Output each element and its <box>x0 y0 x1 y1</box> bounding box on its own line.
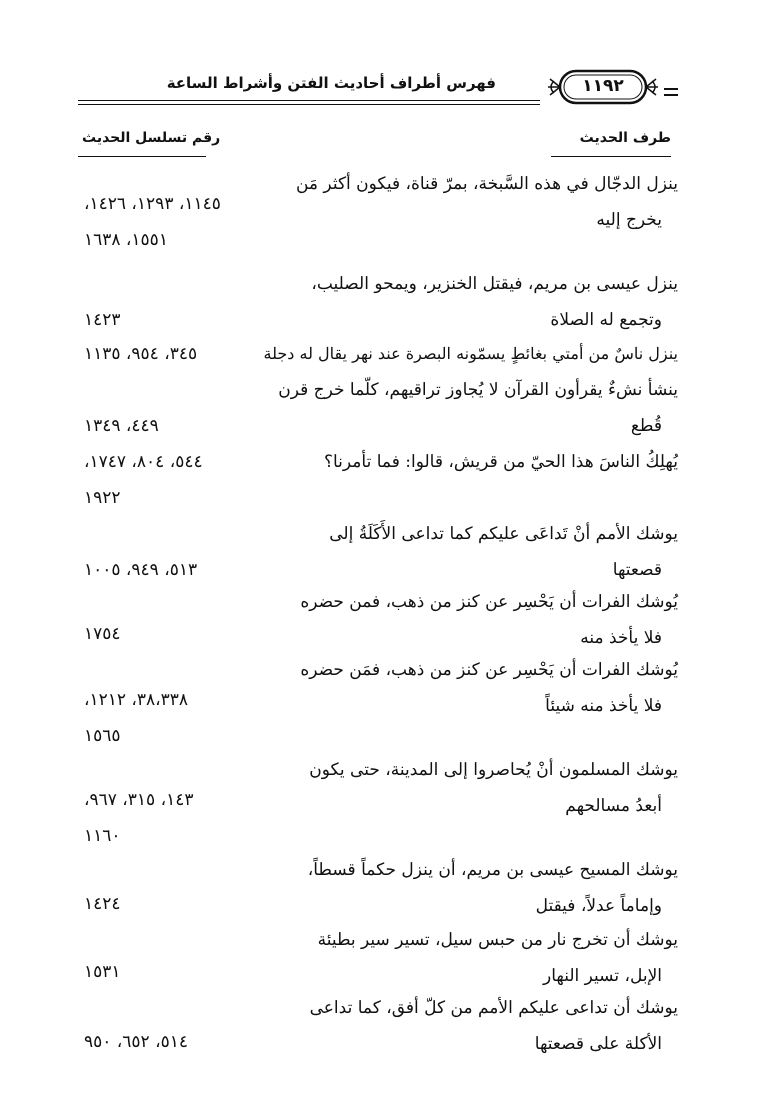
hadith-phrase: يوشك أن تخرج نار من حبس سيل، تسير سير بطيئة الإبل، تسير النهار <box>317 930 678 986</box>
hadith-numbers: ٥١٣، ٩٤٩، ١٠٠٥ <box>84 560 198 580</box>
hadith-numbers: ٣٤٥، ٩٥٤، ١١٣٥ <box>84 344 198 364</box>
hadith-phrase: يوشك أن تداعى عليكم الأمم من كلّ أفق، كما تداعى الأكلة على قصعتها <box>309 998 678 1054</box>
hadith-phrase: يُهلِكُ الناسَ هذا الحيّ من قريش، قالوا: فما تأمرنا؟ <box>323 452 678 472</box>
hadith-numbers: ٥٤٤، ٨٠٤، ١٧٤٧، ١٩٢٢ <box>84 452 203 508</box>
hadith-numbers: ١٤٣، ٣١٥، ٩٦٧، ١١٦٠ <box>84 790 194 846</box>
column-header-hadith-number: رقم تسلسل الحديث <box>82 130 221 146</box>
hadith-phrase: ينشأ نشءٌ يقرأون القرآن لا يُجاوز تراقيهم، كلّما خرج قرن قُطع <box>278 380 678 436</box>
hadith-phrase: يوشك المسلمون أنْ يُحاصروا إلى المدينة، حتى يكون أبعدُ مسالحهم <box>309 760 678 816</box>
hadith-phrase: يُوشك الفرات أن يَحْسِر عن كنز من ذهب، فمن حضره فلا يأخذ منه <box>300 592 678 648</box>
running-header <box>78 64 678 110</box>
hadith-numbers: ٤٤٩، ١٣٤٩ <box>84 416 159 436</box>
hadith-numbers: ٥١٤، ٦٥٢، ٩٥٠ <box>84 1032 188 1052</box>
hadith-phrase: يوشك الأمم أنْ تَداعَى عليكم كما تداعى الأَكَلَةُ إلى قصعتها <box>329 524 678 580</box>
header-rule <box>78 100 540 101</box>
hadith-numbers: ١٤٢٣ <box>84 310 121 330</box>
column-header-hadith-phrase: طرف الحديث <box>579 130 671 146</box>
header-title: فهرس أطراف أحاديث الفتن وأشراط الساعة <box>166 74 496 92</box>
hadith-phrase: ينزل الدجّال في هذه السَّبخة، بمرّ قناة، فيكون أكثر مَن يخرج إليه <box>295 174 678 230</box>
hadith-numbers: ١٥٣١ <box>84 962 121 982</box>
header-dash <box>664 94 678 96</box>
hadith-phrase: يُوشك الفرات أن يَحْسِر عن كنز من ذهب، فمَن حضره فلا يأخذ منه شيئاً <box>300 660 678 716</box>
hadith-numbers: ٣٨،٣٣٨، ١٢١٢، ١٥٦٥ <box>84 690 189 746</box>
hadith-numbers: ١١٤٥، ١٢٩٣، ١٤٢٦، ١٥٥١، ١٦٣٨ <box>84 194 221 250</box>
page-number-badge <box>546 67 660 107</box>
header-dash <box>664 88 678 90</box>
hadith-phrase: يوشك المسيح عيسى بن مريم، أن ينزل حكماً قسطاً، وإماماً عدلاً، فيقتل <box>307 860 678 916</box>
hadith-phrase: ينزل عيسى بن مريم، فيقتل الخنزير، ويمحو الصليب، وتجمع له الصلاة <box>311 274 678 330</box>
header-rule <box>78 104 540 105</box>
hadith-numbers: ١٧٥٤ <box>84 624 121 644</box>
column-header-underline <box>551 156 671 157</box>
page-number: ١١٩٢ <box>582 76 624 96</box>
hadith-phrase: ينزل ناسٌ من أمتي بغائطٍ يسمّونه البصرة عند نهر يقال له دجلة <box>263 344 678 363</box>
hadith-numbers: ١٤٢٤ <box>84 894 121 914</box>
column-header-underline <box>78 156 206 157</box>
